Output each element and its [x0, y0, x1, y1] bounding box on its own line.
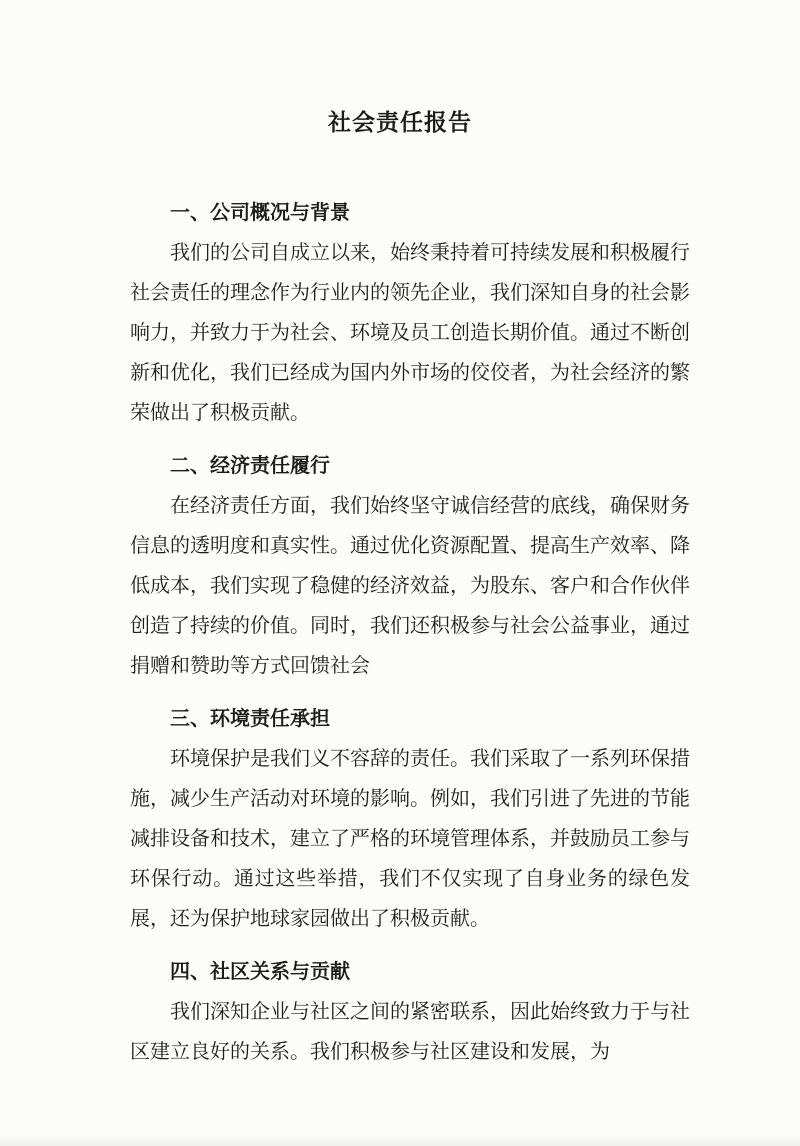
section-heading: 四、社区关系与贡献: [170, 959, 350, 983]
section-heading: 一、公司概况与背景: [170, 200, 350, 224]
section-company-overview: [130, 192, 690, 432]
section-environmental-responsibility: [130, 698, 690, 938]
section-paragraph: 在经济责任方面，我们始终坚守诚信经营的底线，确保财务信息的透明度和真实性。通过优化资源配置、提高生产效率、降低成本，我们实现了稳健的经济效益，为股东、客户和合作伙伴创造了持续的价值。同时，我们还积极参与社会公益事业，通过捐赠和赞助等方式回馈社会: [130, 493, 690, 677]
section-heading: 二、经济责任履行: [170, 453, 330, 477]
document-title: 社会责任报告: [328, 110, 472, 136]
document-body: [130, 192, 690, 1071]
section-paragraph: 环境保护是我们义不容辞的责任。我们采取了一系列环保措施，减少生产活动对环境的影响。例如，我们引进了先进的节能减排设备和技术，建立了严格的环境管理体系，并鼓励员工参与环保行动。通过这些举措，我们不仅实现了自身业务的绿色发展，还为保护地球家园做出了积极贡献。: [130, 746, 690, 930]
section-economic-responsibility: [130, 445, 690, 685]
section-heading: 三、环境责任承担: [170, 706, 330, 730]
scan-edge-shadow: [0, 1134, 800, 1146]
section-community-relations: [130, 951, 690, 1071]
section-paragraph: 我们的公司自成立以来，始终秉持着可持续发展和积极履行社会责任的理念作为行业内的领先企业，我们深知自身的社会影响力，并致力于为社会、环境及员工创造长期价值。通过不断创新和优化，我们已经成为国内外市场的佼佼者，为社会经济的繁荣做出了积极贡献。: [130, 240, 690, 424]
section-paragraph: 我们深知企业与社区之间的紧密联系，因此始终致力于与社区建立良好的关系。我们积极参与社区建设和发展，为: [130, 999, 690, 1063]
